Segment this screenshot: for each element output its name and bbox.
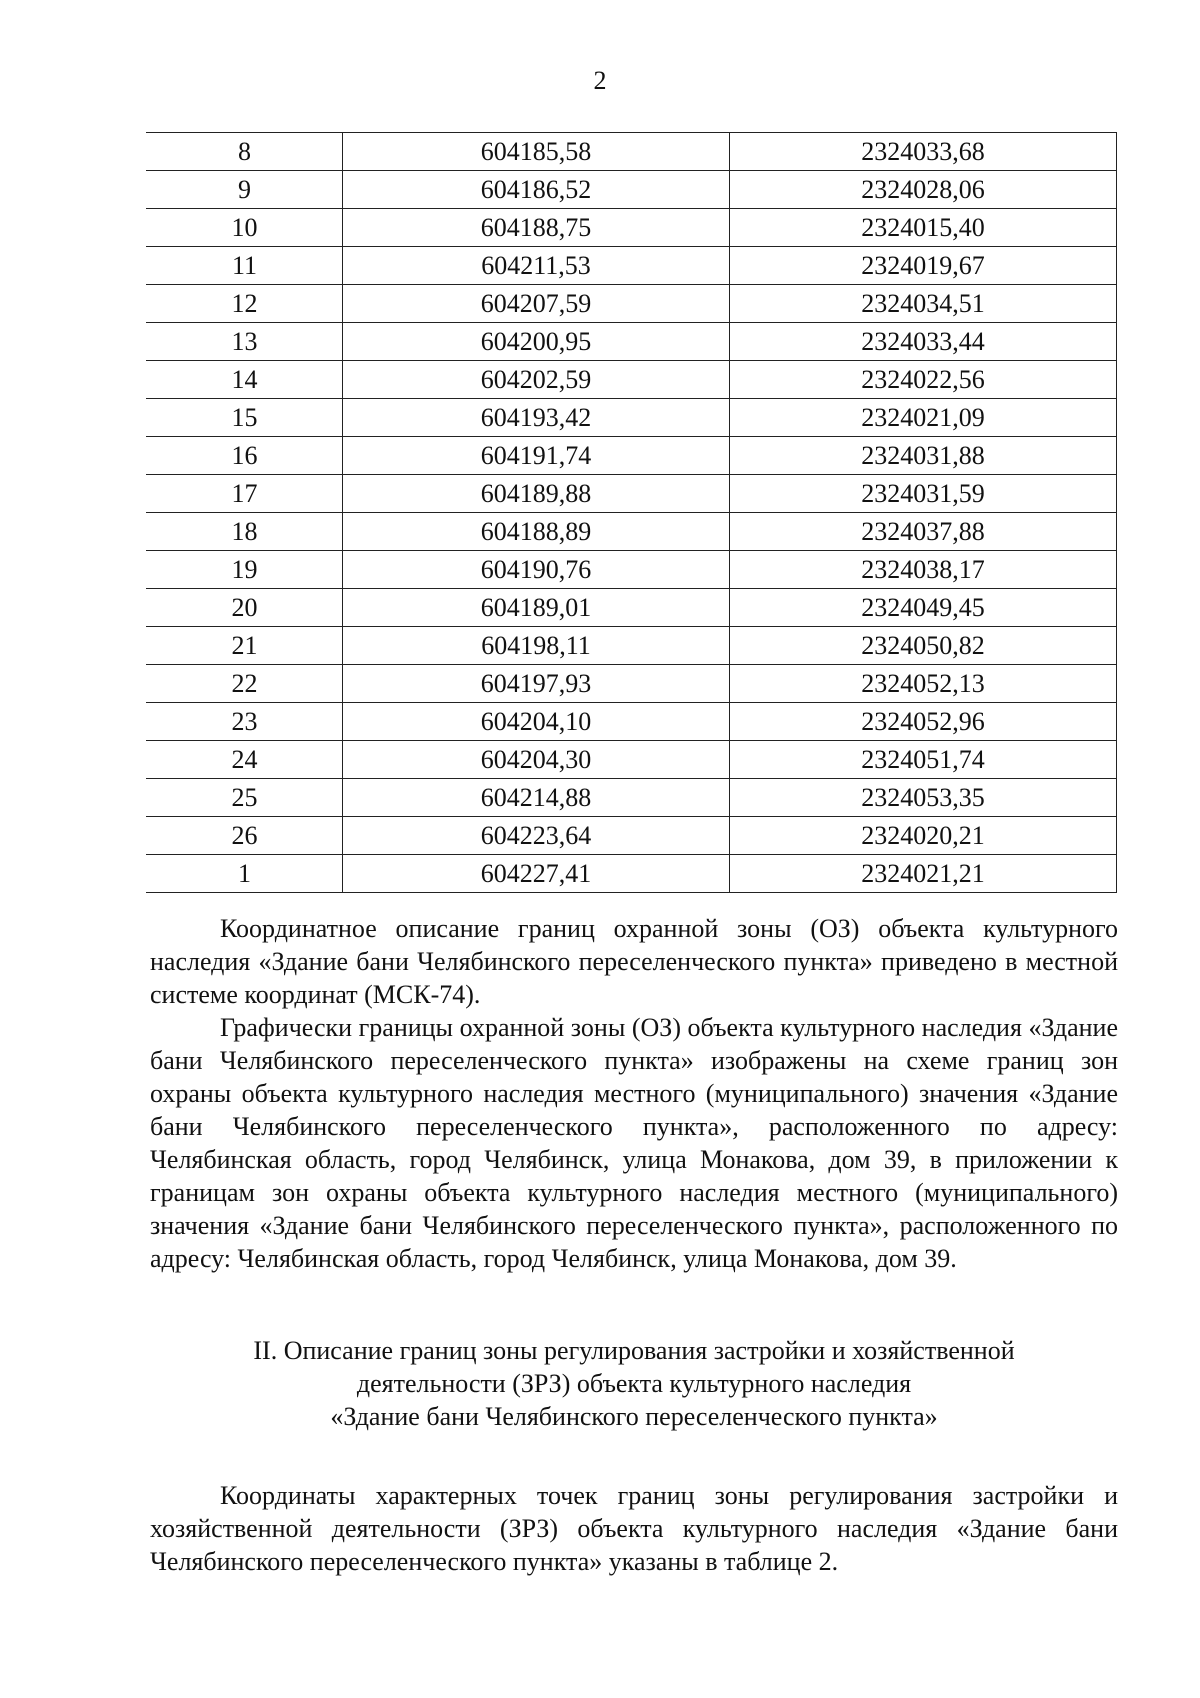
x-coordinate-cell: 604204,10	[343, 703, 730, 741]
x-coordinate-cell: 604193,42	[343, 399, 730, 437]
y-coordinate-cell: 2324020,21	[730, 817, 1117, 855]
x-coordinate-cell: 604202,59	[343, 361, 730, 399]
x-coordinate-cell: 604198,11	[343, 627, 730, 665]
y-coordinate-cell: 2324028,06	[730, 171, 1117, 209]
y-coordinate-cell: 2324033,44	[730, 323, 1117, 361]
paragraph-coordinate-description: Координатное описание границ охранной зоны (ОЗ) объекта культурного наследия «Здание бани Челябинского переселенческого пункта» приведено в местной системе координат (МСК-74).	[150, 914, 1118, 1009]
point-number-cell: 21	[147, 627, 343, 665]
paragraph-zrz-coordinates: Координаты характерных точек границ зоны регулирования застройки и хозяйственной деятельности (ЗРЗ) объекта культурного наследия «Здание бани Челябинского переселенческого пункта» указаны в таблице 2.	[150, 1481, 1118, 1576]
x-coordinate-cell: 604227,41	[343, 855, 730, 893]
table-row	[147, 133, 1117, 171]
point-number-cell: 17	[147, 475, 343, 513]
table-row	[147, 665, 1117, 703]
x-coordinate-cell: 604207,59	[343, 285, 730, 323]
table-row	[147, 817, 1117, 855]
x-coordinate-cell: 604214,88	[343, 779, 730, 817]
zrz-description	[150, 1479, 1118, 1578]
point-number-cell: 10	[147, 209, 343, 247]
x-coordinate-cell: 604204,30	[343, 741, 730, 779]
y-coordinate-cell: 2324038,17	[730, 551, 1117, 589]
table-row	[147, 779, 1117, 817]
x-coordinate-cell: 604189,88	[343, 475, 730, 513]
table-row	[147, 361, 1117, 399]
table-row	[147, 475, 1117, 513]
x-coordinate-cell: 604189,01	[343, 589, 730, 627]
table-row	[147, 285, 1117, 323]
x-coordinate-cell: 604185,58	[343, 133, 730, 171]
point-number-cell: 16	[147, 437, 343, 475]
y-coordinate-cell: 2324031,88	[730, 437, 1117, 475]
coordinates-table	[146, 132, 1117, 893]
point-number-cell: 23	[147, 703, 343, 741]
y-coordinate-cell: 2324021,09	[730, 399, 1117, 437]
y-coordinate-cell: 2324049,45	[730, 589, 1117, 627]
paragraph-graphic-description: Графически границы охранной зоны (ОЗ) объекта культурного наследия «Здание бани Челябинского переселенческого пункта» изображены на схеме границ зон охраны объекта культурного наследия местного (муниципального) значения «Здание бани Челябинского переселенческого пункта», расположенного по адресу: Челябинская область, город Челябинск, улица Монакова, дом 39, в приложении к границам зон охраны объекта культурного наследия местного (муниципального) значения «Здание бани Челябинского переселенческого пункта», расположенного по адресу: Челябинская область, город Челябинск, улица Монакова, дом 39.	[150, 1013, 1118, 1273]
point-number-cell: 11	[147, 247, 343, 285]
table-row	[147, 741, 1117, 779]
table-row	[147, 437, 1117, 475]
y-coordinate-cell: 2324051,74	[730, 741, 1117, 779]
y-coordinate-cell: 2324050,82	[730, 627, 1117, 665]
y-coordinate-cell: 2324022,56	[730, 361, 1117, 399]
coordinates-table-body	[147, 133, 1117, 893]
point-number-cell: 15	[147, 399, 343, 437]
x-coordinate-cell: 604200,95	[343, 323, 730, 361]
point-number-cell: 22	[147, 665, 343, 703]
section-title-line-3: «Здание бани Челябинского переселенческого пункта»	[330, 1402, 938, 1431]
page-number: 2	[593, 66, 607, 95]
section-title-line-1: II. Описание границ зоны регулирования застройки и хозяйственной	[253, 1336, 1015, 1365]
point-number-cell: 18	[147, 513, 343, 551]
section-title-line-2: деятельности (ЗРЗ) объекта культурного наследия	[356, 1369, 912, 1398]
y-coordinate-cell: 2324019,67	[730, 247, 1117, 285]
point-number-cell: 12	[147, 285, 343, 323]
y-coordinate-cell: 2324034,51	[730, 285, 1117, 323]
x-coordinate-cell: 604211,53	[343, 247, 730, 285]
x-coordinate-cell: 604191,74	[343, 437, 730, 475]
y-coordinate-cell: 2324037,88	[730, 513, 1117, 551]
x-coordinate-cell: 604190,76	[343, 551, 730, 589]
section-title	[150, 1334, 1118, 1433]
table-row	[147, 399, 1117, 437]
table-row	[147, 551, 1117, 589]
table-row	[147, 855, 1117, 893]
table-row	[147, 209, 1117, 247]
table-row	[147, 703, 1117, 741]
point-number-cell: 14	[147, 361, 343, 399]
y-coordinate-cell: 2324052,13	[730, 665, 1117, 703]
point-number-cell: 25	[147, 779, 343, 817]
point-number-cell: 9	[147, 171, 343, 209]
y-coordinate-cell: 2324033,68	[730, 133, 1117, 171]
table-row	[147, 627, 1117, 665]
table-row	[147, 323, 1117, 361]
ozone-description	[150, 912, 1118, 1275]
y-coordinate-cell: 2324053,35	[730, 779, 1117, 817]
point-number-cell: 1	[147, 855, 343, 893]
x-coordinate-cell: 604188,75	[343, 209, 730, 247]
point-number-cell: 24	[147, 741, 343, 779]
x-coordinate-cell: 604197,93	[343, 665, 730, 703]
point-number-cell: 26	[147, 817, 343, 855]
table-row	[147, 247, 1117, 285]
x-coordinate-cell: 604188,89	[343, 513, 730, 551]
table-row	[147, 589, 1117, 627]
point-number-cell: 13	[147, 323, 343, 361]
x-coordinate-cell: 604186,52	[343, 171, 730, 209]
y-coordinate-cell: 2324052,96	[730, 703, 1117, 741]
table-row	[147, 171, 1117, 209]
point-number-cell: 8	[147, 133, 343, 171]
point-number-cell: 19	[147, 551, 343, 589]
y-coordinate-cell: 2324015,40	[730, 209, 1117, 247]
table-row	[147, 513, 1117, 551]
y-coordinate-cell: 2324021,21	[730, 855, 1117, 893]
x-coordinate-cell: 604223,64	[343, 817, 730, 855]
y-coordinate-cell: 2324031,59	[730, 475, 1117, 513]
point-number-cell: 20	[147, 589, 343, 627]
